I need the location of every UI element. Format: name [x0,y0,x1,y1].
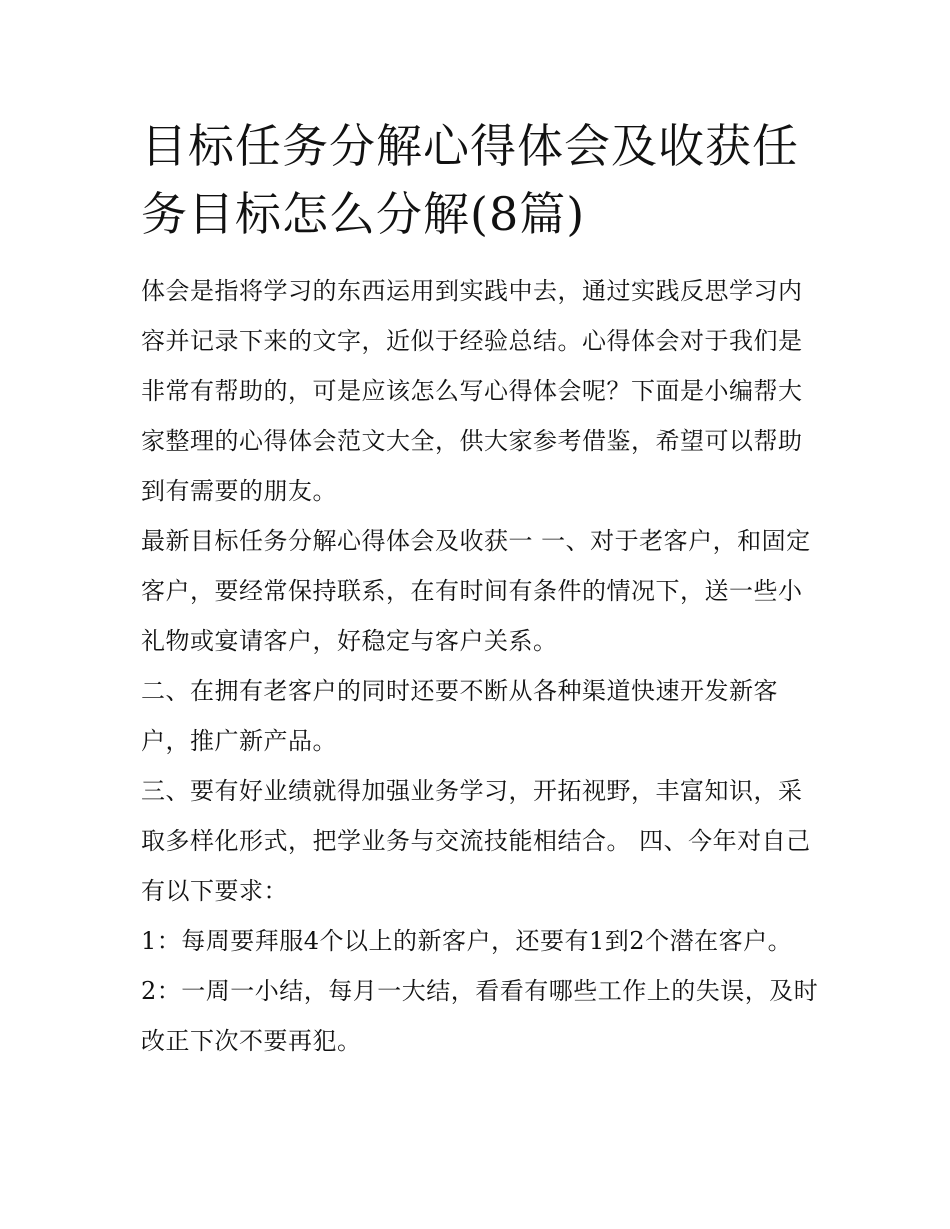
document-page [141,112,821,1066]
intro-paragraph: 体会是指将学习的东西运用到实践中去，通过实践反思学习内容并记录下来的文字，近似于经验总结。心得体会对于我们是非常有帮助的，可是应该怎么写心得体会呢？下面是小编帮大家整理的心得体会范文大全，供大家参考借鉴，希望可以帮助到有需要的朋友。 [141,277,803,505]
body-paragraph: 三、要有好业绩就得加强业务学习，开拓视野，丰富知识，采取多样化形式，把学业务与交流技能相结合。 四、今年对自己有以下要求： [141,777,811,905]
body-paragraph: 二、在拥有老客户的同时还要不断从各种渠道快速开发新客户，推广新产品。 [141,677,778,755]
document-title: 目标任务分解心得体会及收获任务目标怎么分解(8篇) [141,119,799,241]
list-item: 1：每周要拜服4个以上的新客户，还要有1到2个潜在客户。 [141,927,793,955]
body-paragraph: 最新目标任务分解心得体会及收获一 一、对于老客户，和固定客户，要经常保持联系，在有时间有条件的情况下，送一些小礼物或宴请客户，好稳定与客户关系。 [141,527,811,655]
list-item: 2：一周一小结，每月一大结，看看有哪些工作上的失误，及时改正下次不要再犯。 [141,977,819,1055]
